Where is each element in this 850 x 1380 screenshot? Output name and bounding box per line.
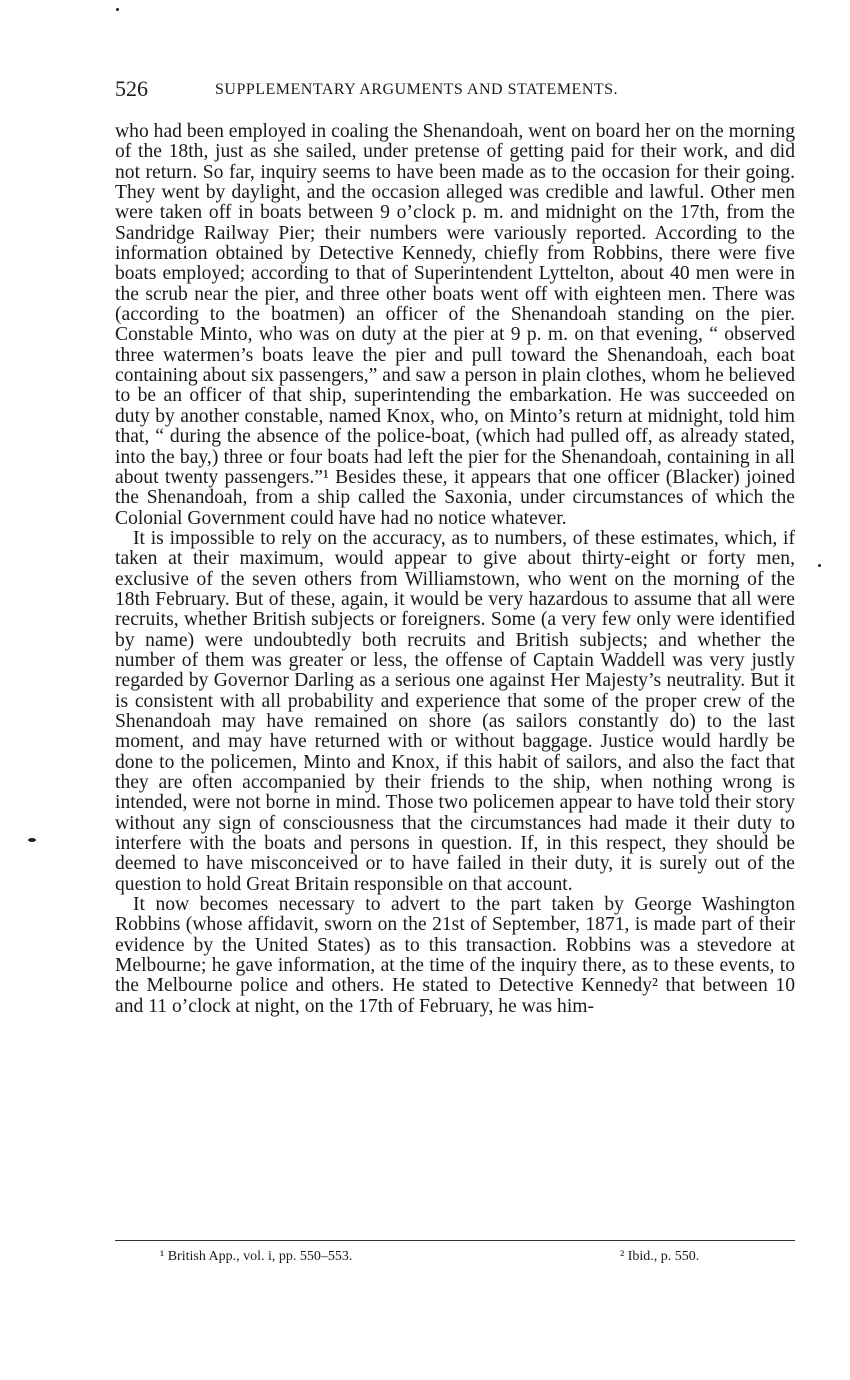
footnotes bbox=[115, 1240, 795, 1264]
paragraph-2: It is impossible to rely on the accuracy, as to numbers, of these estimates, which, if taken at their maximum, would appear to give about thirty-eight or forty men, exclusive of the seven others from Williamstown, who went on the morning of the 18th February. But of these, again, it would be very hazardous to assume that all were recruits, whether British subjects or foreigners. Some (a very few only were identified by name) were undoubtedly both recruits and British subjects; and whether the number of them was greater or less, the offense of Captain Waddell was very justly regarded by Governor Darling as a serious one against Her Majesty’s neutrality. But it is consistent with all probability and experience that some of the proper crew of the Shenandoah may have remained on shore (as sailors constantly do) to the last moment, and may have returned with or without baggage. Justice would hardly be done to the policemen, Minto and Knox, if this habit of sailors, and also the fact that they are often accompanied by their friends to the ship, when nothing wrong is intended, were not borne in mind. Those two policemen appear to have told their story without any sign of consciousness that the circumstances had made it their duty to interfere with the boats and persons in question. If, in this respect, they should be deemed to have misconceived or to have failed in their duty, it is surely out of the question to hold Great Britain responsible on that account. bbox=[115, 527, 795, 895]
page-number: 526 bbox=[115, 76, 148, 101]
running-head: SUPPLEMENTARY ARGUMENTS AND STATEMENTS. bbox=[215, 81, 619, 98]
ink-speck bbox=[116, 8, 119, 11]
footnote-1: ¹ British App., vol. i, pp. 550–553. bbox=[160, 1249, 353, 1264]
footnote-2: ² Ibid., p. 550. bbox=[620, 1249, 700, 1264]
ink-speck bbox=[28, 838, 36, 842]
paragraph-1: who had been employed in coaling the Shenandoah, went on board her on the morning of the 18th, just as she sailed, under pretense of getting paid for their work, and did not return. So far, inquiry seems to have been made as to the occasion for their going. They went by daylight, and the occasion alleged was credible and lawful. Other men were taken off in boats between 9 o’clock p. m. and midnight on the 17th, from the Sandridge Railway Pier; their numbers were variously reported. According to the information obtained by Detective Kennedy, chiefly from Robbins, there were five boats employed; according to that of Superintendent Lyttelton, about 40 men were in the scrub near the pier, and three other boats went off with eighteen men. There was (according to the boatmen) an officer of the Shenandoah standing on the pier. Constable Minto, who was on duty at the pier at 9 p. m. on that evening, “ observed three watermen’s boats leave the pier and pull toward the Shenandoah, each boat containing about six passengers,” and saw a person in plain clothes, whom he believed to be an officer of that ship, superintending the embarkation. He was succeeded on duty by another constable, named Knox, who, on Minto’s return at midnight, told him that, “ during the absence of the police-boat, (which had pulled off, as already stated, into the bay,) three or four boats had left the pier for the Shenandoah, containing in all about twenty passengers.”¹ Besides these, it appears that one officer (Blacker) joined the Shenandoah, from a ship called the Saxonia, under circumstances of which the Colonial Government could have had no notice whatever. bbox=[115, 121, 795, 529]
body-text bbox=[115, 122, 795, 1017]
page-header bbox=[115, 76, 795, 106]
paragraph-3: It now becomes necessary to advert to the part taken by George Washington Robbins (whose affidavit, sworn on the 21st of September, 1871, is made part of their evidence by the United States) as to this transaction. Robbins was a stevedore at Melbourne; he gave information, at the time of the inquiry there, as to these events, to the Melbourne police and others. He stated to Detective Kennedy² that between 10 and 11 o’clock at night, on the 17th of February, he was him- bbox=[115, 894, 795, 1017]
ink-speck bbox=[818, 564, 821, 567]
